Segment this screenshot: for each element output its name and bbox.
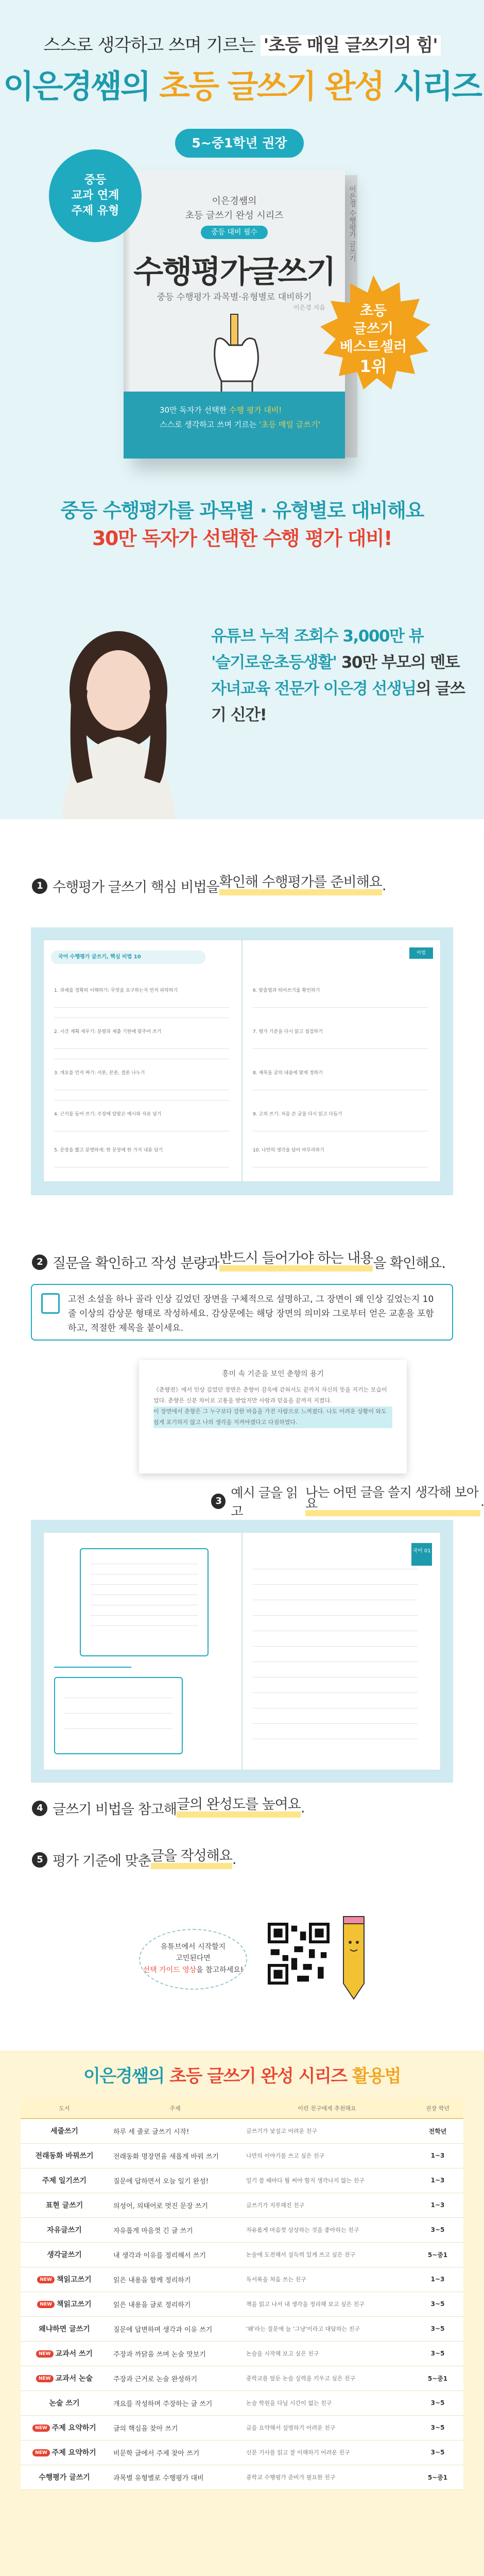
example-essay-body: [153, 1385, 392, 1428]
step-4-end: .: [300, 1800, 305, 1816]
col-header-grade: 권장 학년: [412, 2098, 463, 2119]
step-4-highlight: 글의 완성도를 높여요: [177, 1799, 301, 1817]
example-essay-para-1: 《춘향전》에서 인상 깊었던 장면은 춘향이 감옥에 갇혀서도 끝까지 자신의 뜻을 지키는 모습이었다. 춘향은 신분 차이로 고통을 받았지만 사랑과 믿음을 끝까지 지켰다.: [153, 1386, 387, 1404]
table-row: [21, 2465, 463, 2489]
table-row: [21, 2341, 463, 2366]
cell-grade: 3~5: [412, 2440, 463, 2465]
bullet-3-rest: 의 글쓰기 신간!: [211, 680, 465, 725]
question-text: 고전 소설을 하나 골라 인상 깊었던 장면을 구체적으로 설명하고, 그 장면이 왜 인상 깊었는지 10줄 이상의 감상문 형태로 작성하세요. 감상문에는 해당 장면의 의미와 그로부터 얻은 교훈을 포함하고, 적절한 제목을 붙이세요.: [68, 1294, 434, 1334]
cell-grade: 3~5: [412, 2316, 463, 2341]
cell-topic: 개요를 작성하며 주장하는 글 쓰기: [108, 2391, 242, 2415]
cell-for: 글쓰기가 낯설고 어려운 친구: [242, 2119, 412, 2143]
book-name: 생각글쓰기: [47, 2251, 82, 2259]
cell-book: [21, 2193, 108, 2217]
book-caption-2-text: 스스로 생각하고 쓰며 기르는: [160, 420, 259, 429]
col-header-topic: 주제: [108, 2098, 242, 2119]
sheet2-side-tab: 국어 01: [411, 1543, 432, 1566]
sheet-left-item-5: 5. 문장을 짧고 분명하게: 한 문장에 한 가지 내용 담기: [54, 1148, 163, 1153]
hero-tagline: [0, 31, 484, 56]
bestseller-line3: 베스트셀러: [339, 339, 407, 355]
example-essay-para-2: 이 장면에서 춘향은 그 누구보다 강한 마음을 가진 사람으로 느껴졌다. 나도 어려운 상황이 와도 쉽게 포기하지 않고 나의 생각을 지켜야겠다고 다짐하였다.: [153, 1406, 392, 1428]
step-1-end: .: [382, 878, 386, 894]
sheet2-left-page: [43, 1532, 242, 1770]
step-4-number: 4: [32, 1801, 47, 1816]
sheet-right-page: [242, 940, 441, 1182]
sheet-rule: [90, 1584, 198, 1585]
cell-for: 나만의 이야기를 쓰고 싶은 친구: [242, 2143, 412, 2168]
sheet-right-item-2: 7. 평가 기준을 다시 읽고 점검하기: [253, 1029, 323, 1035]
cell-topic: 질문에 답변하며 생각과 이유 쓰기: [108, 2316, 242, 2341]
sheet-rule: [253, 1646, 418, 1647]
step-3-highlight: 나는 어떤 글을 쓸지 생각해 보아요: [305, 1487, 480, 1516]
cell-for: 신문 기사를 읽고 잘 이해하기 어려운 친구: [242, 2440, 412, 2465]
tip-highlight-line: [54, 1667, 131, 1668]
new-badge: NEW: [36, 2375, 54, 2382]
cell-for: 논술 학원을 다닐 시간이 없는 친구: [242, 2391, 412, 2415]
circle-badge-line2: 교과 연계: [71, 189, 119, 202]
sheet-rule: [253, 1723, 418, 1724]
new-badge: NEW: [37, 2301, 55, 2308]
hero-section: [0, 0, 484, 819]
book-series-line1: 이은경쌤의: [212, 196, 257, 207]
cell-grade: 1~3: [412, 2193, 463, 2217]
bullet-2-rest: 30만 부모의 멘토: [336, 653, 460, 672]
cell-book: [21, 2217, 108, 2242]
cell-grade: 3~5: [412, 2391, 463, 2415]
step-3-text: 예시 글을 읽고: [231, 1485, 298, 1519]
author-photo: [31, 613, 206, 819]
sheet-rule: [64, 1713, 172, 1714]
bestseller-badge: [314, 273, 433, 392]
cell-grade: 5~중1: [412, 2366, 463, 2391]
book-name: 세줄쓰기: [50, 2127, 79, 2136]
qr-promo: [139, 1911, 376, 2004]
book-caption-2-hl: '초등 매일 글쓰기': [258, 420, 321, 429]
book-subtitle: 중등 수행평가 과목별·유형별로 대비하기: [157, 292, 312, 302]
cell-book: [21, 2341, 108, 2366]
book-name: 책읽고쓰기: [56, 2300, 92, 2309]
table-row: [21, 2292, 463, 2316]
step-4: [32, 1798, 304, 1818]
sheet-right-item-4: 9. 고쳐 쓰기: 처음 쓴 글을 다시 읽고 다듬기: [253, 1112, 342, 1117]
cell-topic: 글의 핵심을 찾아 쓰기: [108, 2415, 242, 2440]
step-1: [32, 876, 386, 896]
sheet-rule: [90, 1615, 198, 1616]
book-title: 수행평가글쓰기: [133, 254, 335, 290]
series-guide-title: [0, 2062, 484, 2087]
table-header-row: [21, 2098, 463, 2119]
bullet-2-hl: '슬기로운초등생활': [211, 653, 337, 672]
cell-for: 독서록을 처음 쓰는 친구: [242, 2267, 412, 2292]
step-5-end: .: [232, 1852, 236, 1868]
sheet-right-item-5: 10. 나만의 생각을 담아 마무리하기: [253, 1148, 324, 1153]
bullet-1-hl: 유튜브 누적 조회수 3,000만 뷰: [211, 627, 424, 646]
step-1-highlight: 확인해 수행평가를 준비해요: [219, 876, 382, 895]
example-essay-title: 흥미 속 기준을 보인 춘향의 용기: [221, 1370, 324, 1378]
cell-for: 논술에 도전해서 설득력 있게 쓰고 싶은 친구: [242, 2242, 412, 2267]
question-box: [31, 1284, 453, 1341]
step-3-number: 3: [211, 1494, 226, 1509]
cell-book: [21, 2242, 108, 2267]
table-body: [21, 2119, 463, 2489]
table-row: [21, 2168, 463, 2193]
table-row: [21, 2217, 463, 2242]
series-title: [0, 61, 484, 107]
sheet-rule: [253, 1048, 428, 1049]
cell-grade: 3~5: [412, 2292, 463, 2316]
cell-grade: 1~3: [412, 2168, 463, 2193]
sheet-header: 국어 수행평가 글쓰기, 핵심 비법 10: [51, 951, 205, 964]
step-2-number: 2: [32, 1255, 47, 1270]
series-guide-title-c: 활용법: [347, 2066, 401, 2087]
cell-topic: 의성어, 의태어로 멋진 문장 쓰기: [108, 2193, 242, 2217]
cell-book: [21, 2119, 108, 2143]
cell-for: 중학교 수행평가 준비가 필요한 친구: [242, 2465, 412, 2489]
table-row: [21, 2242, 463, 2267]
cell-for: 중학교를 앞둔 논술 실력을 키우고 싶은 친구: [242, 2366, 412, 2391]
sheet-rule: [64, 1728, 172, 1729]
new-badge: NEW: [37, 2276, 55, 2283]
tip-card: [54, 1677, 183, 1754]
series-title-post: 시리즈: [383, 67, 481, 105]
hero-line-2: 30만 독자가 선택한 수행 평가 대비!: [92, 527, 392, 550]
book-name: 자유글쓰기: [47, 2226, 82, 2234]
cell-for: 일기 쓸 때마다 뭘 써야 할지 생각나지 않는 친구: [242, 2168, 412, 2193]
sheet-rule: [253, 1584, 418, 1585]
sheet-rule: [253, 1615, 418, 1616]
book-name: 논술 쓰기: [49, 2399, 80, 2408]
bullet-1: [211, 623, 479, 650]
col-header-for: 이런 친구에게 추천해요: [242, 2098, 412, 2119]
sheet-left-item-2: 2. 시간 계획 세우기: 분량과 제출 기한에 맞추어 쓰기: [54, 1029, 162, 1035]
cell-book: [21, 2292, 108, 2316]
circle-badge-line1: 중등: [84, 174, 107, 187]
bestseller-line4: 1위: [359, 357, 387, 377]
tagline-text: 스스로 생각하고 쓰며 기르는: [43, 35, 261, 56]
col-header-book: 도서: [21, 2098, 108, 2119]
qr-code-icon[interactable]: [268, 1923, 330, 1985]
sheet-left-item-1: 1. 과제를 정확히 이해하기: 무엇을 요구하는지 먼저 파악하기: [54, 988, 178, 993]
cell-topic: 주장과 근거로 논술 완성하기: [108, 2366, 242, 2391]
cell-grade: 3~5: [412, 2341, 463, 2366]
book-name: 주제 요약하기: [51, 2424, 96, 2432]
cell-topic: 자유롭게 마음껏 긴 글 쓰기: [108, 2217, 242, 2242]
book-name: 책읽고쓰기: [56, 2276, 92, 2284]
step-5: [32, 1850, 236, 1870]
cell-book: [21, 2465, 108, 2489]
sheet-rule: [54, 1007, 229, 1008]
cell-for: 책을 읽고 나서 내 생각을 정리해 보고 싶은 친구: [242, 2292, 412, 2316]
step-4-sheet-preview: [31, 1520, 453, 1783]
new-badge: NEW: [36, 2350, 54, 2358]
step-1-sheet-preview: [31, 927, 453, 1195]
sheet-left-page: [43, 940, 242, 1182]
new-badge: NEW: [32, 2449, 50, 2456]
book-name: 주제 일기쓰기: [42, 2177, 87, 2185]
bullet-2: [211, 650, 479, 676]
promo-line-3-post: 을 참고하세요!: [196, 1965, 244, 1974]
sheet-right-item-1: 6. 맞춤법과 띄어쓰기를 확인하기: [253, 988, 320, 993]
cell-book: [21, 2391, 108, 2415]
sheet-tab: 비법: [409, 947, 433, 959]
cell-grade: 3~5: [412, 2415, 463, 2440]
book-name: 수행평가 글쓰기: [39, 2473, 90, 2482]
book-name: 주제 요약하기: [51, 2449, 96, 2457]
bestseller-line2: 글쓰기: [353, 321, 394, 337]
sheet-left-item-3: 3. 개요를 먼저 짜기: 서론, 본론, 결론 나누기: [54, 1071, 145, 1076]
table-row: [21, 2440, 463, 2465]
step-3-end: .: [480, 1494, 484, 1509]
table-row: [21, 2415, 463, 2440]
book-cover: [124, 170, 345, 459]
step-2: [32, 1252, 445, 1272]
table-row: [21, 2316, 463, 2341]
sheet-rule: [253, 1692, 418, 1693]
step-1-number: 1: [32, 878, 47, 894]
cell-grade: 1~3: [412, 2143, 463, 2168]
step-2-end: 을 확인해요.: [373, 1256, 445, 1272]
sheet-right-item-3: 8. 제목을 글의 내용에 맞게 정하기: [253, 1071, 323, 1076]
sheet-rule: [253, 1007, 428, 1008]
sheet-rule: [90, 1625, 198, 1626]
book-caption-2: [160, 419, 320, 430]
promo-bubble: [139, 1929, 247, 1990]
book-name: 왜냐하면 글쓰기: [39, 2325, 90, 2333]
bestseller-line1: 초등: [359, 303, 387, 319]
book-author: 이은경 지음: [293, 304, 325, 311]
cell-grade: 1~3: [412, 2267, 463, 2292]
new-badge: NEW: [32, 2425, 50, 2432]
book-name: 표현 글쓰기: [45, 2201, 83, 2210]
cell-for: 글쓰기가 지루해진 친구: [242, 2193, 412, 2217]
cell-book: [21, 2267, 108, 2292]
cell-grade: 3~5: [412, 2217, 463, 2242]
promo-line-2: 고민된다면: [176, 1954, 211, 1963]
cell-topic: 질문에 답하면서 오늘 일기 완성!: [108, 2168, 242, 2193]
example-note-card: [80, 1548, 209, 1656]
step-4-text: 글쓰기 비법을 참고해: [53, 1802, 177, 1818]
book-spine-text: 이은경 수행평가 글쓰기: [348, 185, 356, 262]
cell-topic: 전래동화 명장면을 새롭게 바꿔 쓰기: [108, 2143, 242, 2168]
cell-book: [21, 2440, 108, 2465]
table-row: [21, 2119, 463, 2143]
bullet-3: [211, 676, 479, 728]
circle-badge-line3: 주제 유형: [71, 204, 119, 217]
table-row: [21, 2143, 463, 2168]
table-row: [21, 2267, 463, 2292]
cell-book: [21, 2366, 108, 2391]
cell-topic: 읽은 내용을 글로 정리하기: [108, 2292, 242, 2316]
cell-book: [21, 2143, 108, 2168]
cell-grade: 전학년: [412, 2119, 463, 2143]
cell-topic: 읽은 내용을 함께 정리하기: [108, 2267, 242, 2292]
book-badge: 중등 대비 필수: [201, 226, 268, 239]
hand-pencil-illustration: [201, 309, 273, 392]
cell-topic: 주장과 까닭을 쓰며 논술 맛보기: [108, 2341, 242, 2366]
pencil-mascot-icon: [331, 1911, 377, 2004]
series-title-highlight: 초등 글쓰기 완성: [159, 67, 384, 105]
step-2-text: 질문을 확인하고 작성 분량과: [53, 1256, 219, 1272]
series-title-pre: 이은경쌤의: [3, 67, 160, 105]
step-3: [211, 1483, 484, 1520]
series-guide-title-a: 이은경쌤의: [83, 2066, 170, 2087]
book-name: 교과서 논술: [55, 2375, 93, 2383]
cell-for: 글을 요약해서 설명하기 어려운 친구: [242, 2415, 412, 2440]
book-caption-1-text: 30만 독자가 선택한: [160, 405, 229, 415]
bestseller-text: [314, 302, 433, 378]
cell-book: [21, 2168, 108, 2193]
book-name: 교과서 쓰기: [55, 2350, 93, 2358]
step-5-text: 평가 기준에 맞춘: [53, 1853, 151, 1869]
document-icon: [41, 1293, 60, 1314]
cell-topic: 과목별 유형별로 수행평가 대비: [108, 2465, 242, 2489]
cell-for: '왜'라는 질문에 늘 '그냥'이라고 대답하는 친구: [242, 2316, 412, 2341]
cell-topic: 내 생각과 이유를 정리해서 쓰기: [108, 2242, 242, 2267]
promo-line-3-hl: 선택 가이드 영상: [143, 1965, 197, 1974]
cell-topic: 비문학 글에서 주제 찾아 쓰기: [108, 2440, 242, 2465]
series-guide-section: [0, 2050, 484, 2576]
book-series-line2: 초등 글쓰기 완성 시리즈: [185, 210, 284, 221]
promo-line-1: 유튜브에서 시작할지: [160, 1943, 226, 1951]
tagline-highlight: '초등 매일 글쓰기의 힘': [261, 35, 441, 56]
step-5-number: 5: [32, 1852, 47, 1868]
promo-line-3: [140, 1964, 246, 1976]
cell-for: 논술을 시작해 보고 싶은 친구: [242, 2341, 412, 2366]
step-1-text: 수행평가 글쓰기 핵심 비법을: [53, 879, 219, 895]
series-guide-title-b: 초등 글쓰기 완성 시리즈: [169, 2066, 347, 2087]
sheet2-right-page: [242, 1532, 441, 1770]
book-caption-1: [160, 404, 282, 415]
bullet-3-hl: 자녀교육 전문가 이은경 선생님: [211, 680, 416, 699]
sheet-rule: [54, 1048, 229, 1049]
step-2-highlight: 반드시 들어가야 하는 내용: [219, 1252, 373, 1271]
cell-topic: 하루 세 줄로 글쓰기 시작!: [108, 2119, 242, 2143]
cell-grade: 5~중1: [412, 2242, 463, 2267]
table-row: [21, 2391, 463, 2415]
table-row: [21, 2366, 463, 2391]
book-caption-1-hl: 수행 평가 대비!: [229, 405, 282, 415]
example-essay-card: [139, 1360, 407, 1473]
hero-line-1: 중등 수행평가를 과목별 · 유형별로 대비해요: [60, 499, 424, 522]
step-5-highlight: 글을 작성해요: [151, 1850, 232, 1869]
author-bullets: [211, 623, 479, 729]
cell-grade: 5~중1: [412, 2465, 463, 2489]
cell-book: [21, 2415, 108, 2440]
book-name: 전래동화 바꿔쓰기: [35, 2152, 94, 2160]
grade-pill: 5~중1학년 권장: [175, 129, 304, 158]
sheet-left-item-4: 4. 근거를 들어 쓰기: 주장에 알맞은 예시와 자료 넣기: [54, 1112, 162, 1117]
table-row: [21, 2193, 463, 2217]
circle-badge: [49, 149, 142, 242]
cell-for: 자유롭게 마음껏 상상하는 것을 좋아하는 친구: [242, 2217, 412, 2242]
series-guide-table: [21, 2098, 463, 2490]
cell-book: [21, 2316, 108, 2341]
